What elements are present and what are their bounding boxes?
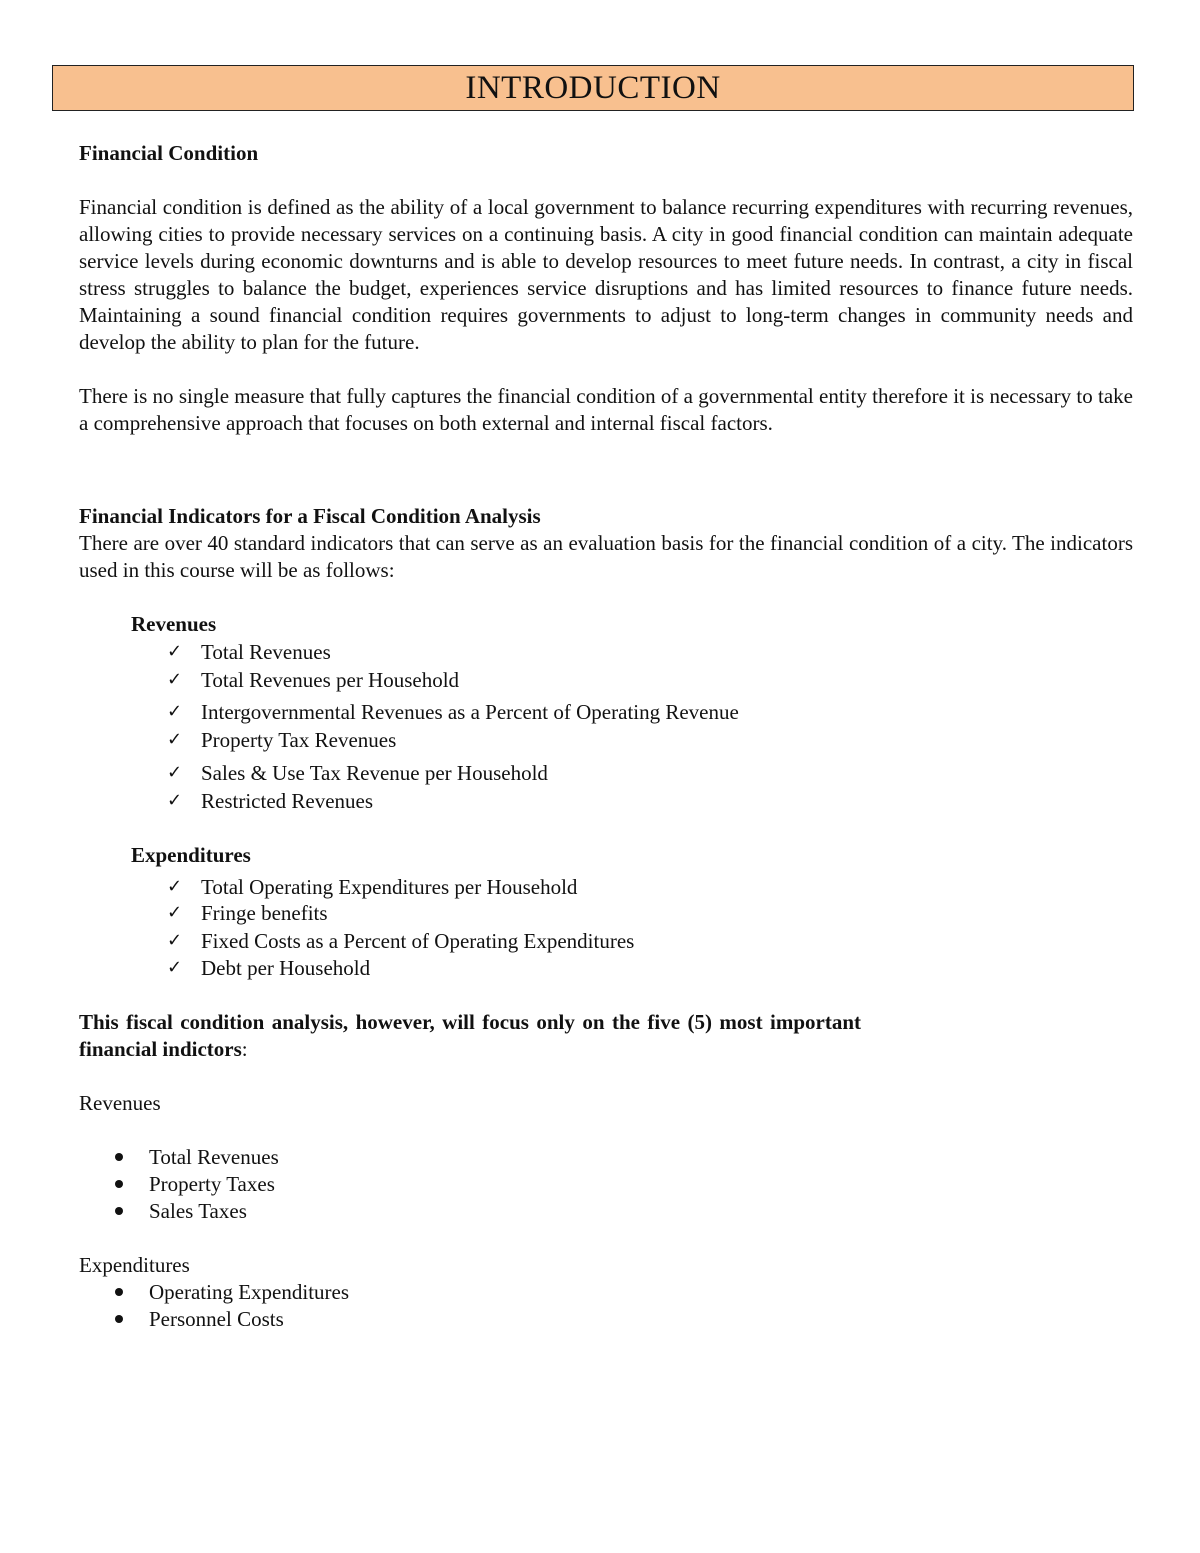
section-heading-financial-condition: Financial Condition [79, 141, 259, 165]
list-item [167, 927, 1133, 955]
bullet-dot-icon [115, 1180, 123, 1188]
check-mark-icon: ✓ [167, 957, 183, 978]
list-item [115, 1144, 1133, 1171]
list-item [115, 1279, 1133, 1306]
list-item [115, 1306, 1133, 1333]
paragraph-indicators-intro: There are over 40 standard indicators that can serve as an evaluation basis for the financial condition of a city. The indicators used in this course will be as follows: [79, 531, 1133, 582]
list-item [167, 787, 1133, 815]
list-item-text: Operating Expenditures [149, 1280, 350, 1304]
check-mark-icon: ✓ [167, 762, 183, 783]
list-item [167, 954, 1133, 982]
check-mark-icon: ✓ [167, 669, 183, 690]
bullet-dot-icon [115, 1288, 123, 1296]
list-item-text: Debt per Household [201, 956, 371, 980]
list-item-text: Sales Taxes [149, 1199, 247, 1223]
bullet-dot-icon [115, 1153, 123, 1161]
paragraph-no-single-measure: There is no single measure that fully captures the financial condition of a governmental entity therefore it is necessary to take a comprehensive approach that focuses on both external and internal fiscal factors. [79, 384, 1133, 435]
list-item [167, 759, 1133, 787]
list-item [167, 638, 1133, 666]
check-mark-icon: ✓ [167, 729, 183, 750]
focus-note-suffix: : [241, 1037, 248, 1061]
paragraph-definition: Financial condition is defined as the ability of a local government to balance recurring expenditures with recurring revenues, allowing cities to provide necessary services on a continuing basis. A city in good financial condition can maintain adequate service levels during economic downturns and is able to develop resources to meet future needs. In contrast, a city in fiscal stress struggles to balance the budget, experiences service disruptions and has limited resources to finance future needs. Maintaining a sound financial condition requires governments to adjust to long-term changes in community needs and develop the ability to plan for the future. [79, 195, 1133, 354]
focus-expenditures-list [79, 1279, 1133, 1333]
check-mark-icon: ✓ [167, 641, 183, 662]
list-item-text: Total Revenues [149, 1145, 279, 1169]
bullet-dot-icon [115, 1207, 123, 1215]
revenues-checklist [131, 638, 1133, 815]
expenditures-subheading: Expenditures [131, 843, 251, 867]
focus-revenues-label: Revenues [79, 1091, 161, 1115]
check-mark-icon: ✓ [167, 790, 183, 811]
section-heading-financial-indicators: Financial Indicators for a Fiscal Condition Analysis [79, 504, 541, 528]
check-mark-icon: ✓ [167, 701, 183, 722]
list-item [167, 698, 1133, 726]
list-item-text: Total Revenues [201, 640, 331, 664]
check-mark-icon: ✓ [167, 902, 183, 923]
list-item [167, 873, 1133, 901]
list-item-text: Property Tax Revenues [201, 728, 397, 752]
list-item-text: Intergovernmental Revenues as a Percent of Operating Revenue [201, 700, 739, 724]
list-item [167, 726, 1133, 754]
title-banner [52, 65, 1134, 111]
list-item-text: Total Revenues per Household [201, 668, 460, 692]
list-item [167, 899, 1133, 927]
bullet-dot-icon [115, 1315, 123, 1323]
indicators-revenues-group [131, 611, 1133, 982]
list-item-text: Property Taxes [149, 1172, 275, 1196]
list-item-text: Personnel Costs [149, 1307, 284, 1331]
check-mark-icon: ✓ [167, 930, 183, 951]
list-item-text: Sales & Use Tax Revenue per Household [201, 761, 548, 785]
document-body [79, 140, 1133, 1333]
page-title: INTRODUCTION [465, 69, 721, 106]
list-item-text: Restricted Revenues [201, 789, 374, 813]
focus-revenues-list [79, 1144, 1133, 1225]
list-item-text: Fringe benefits [201, 901, 328, 925]
list-item-text: Fixed Costs as a Percent of Operating Expenditures [201, 929, 635, 953]
focus-note [79, 1009, 861, 1063]
expenditures-checklist [131, 873, 1133, 982]
focus-expenditures-label: Expenditures [79, 1253, 190, 1277]
check-mark-icon: ✓ [167, 876, 183, 897]
list-item [115, 1198, 1133, 1225]
list-item [167, 666, 1133, 694]
revenues-subheading: Revenues [131, 612, 217, 636]
focus-note-bold: This fiscal condition analysis, however, will focus only on the five (5) most important financial indictors [79, 1010, 861, 1061]
list-item-text: Total Operating Expenditures per Household [201, 875, 578, 899]
list-item [115, 1171, 1133, 1198]
